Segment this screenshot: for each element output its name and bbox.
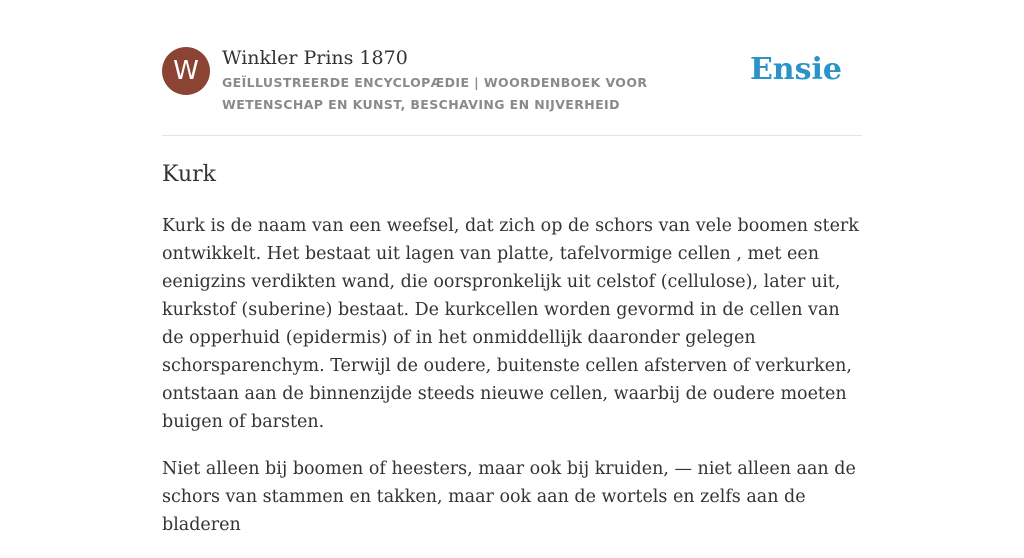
article-paragraph-2: Niet alleen bij boomen of heesters, maar ook bij kruiden, — niet alleen aan de schors van stammen en takken, maar ook aan de wortels en zelfs aan de bladeren [162, 459, 856, 535]
source-header [162, 46, 862, 136]
article-body [162, 212, 862, 558]
header-divider [162, 135, 862, 136]
source-title[interactable]: Winkler Prins 1870 [222, 47, 408, 69]
article-title: Kurk [162, 162, 216, 187]
source-subtitle: GEÏLLUSTREERDE ENCYCLOPÆDIE | WOORDENBOEK VOOR WETENSCHAP EN KUNST, BESCHAVING EN NIJVERHEID [222, 75, 648, 112]
ensie-logo[interactable]: Ensie [749, 52, 842, 87]
article-paragraph-1: Kurk is de naam van een weefsel, dat zich op de schors van vele boomen sterk ontwikkelt. Het bestaat uit lagen van platte, tafelvormige cellen , met een eenigzins verdikten wand, die oorspronkelijk uit celstof (cellulose), later uit, kurkstof (suberine) bestaat. De kurkcellen worden gevormd in de cellen van de opperhuid (epidermis) of in het onmiddellijk daaronder gelegen schorsparenchym. Terwijl de oudere, buitenste cellen afsterven of verkurken, ontstaan aan de binnenzijde steeds nieuwe cellen, waarbij de oudere moeten buigen of barsten. [162, 216, 859, 432]
source-avatar[interactable]: W [162, 47, 210, 95]
